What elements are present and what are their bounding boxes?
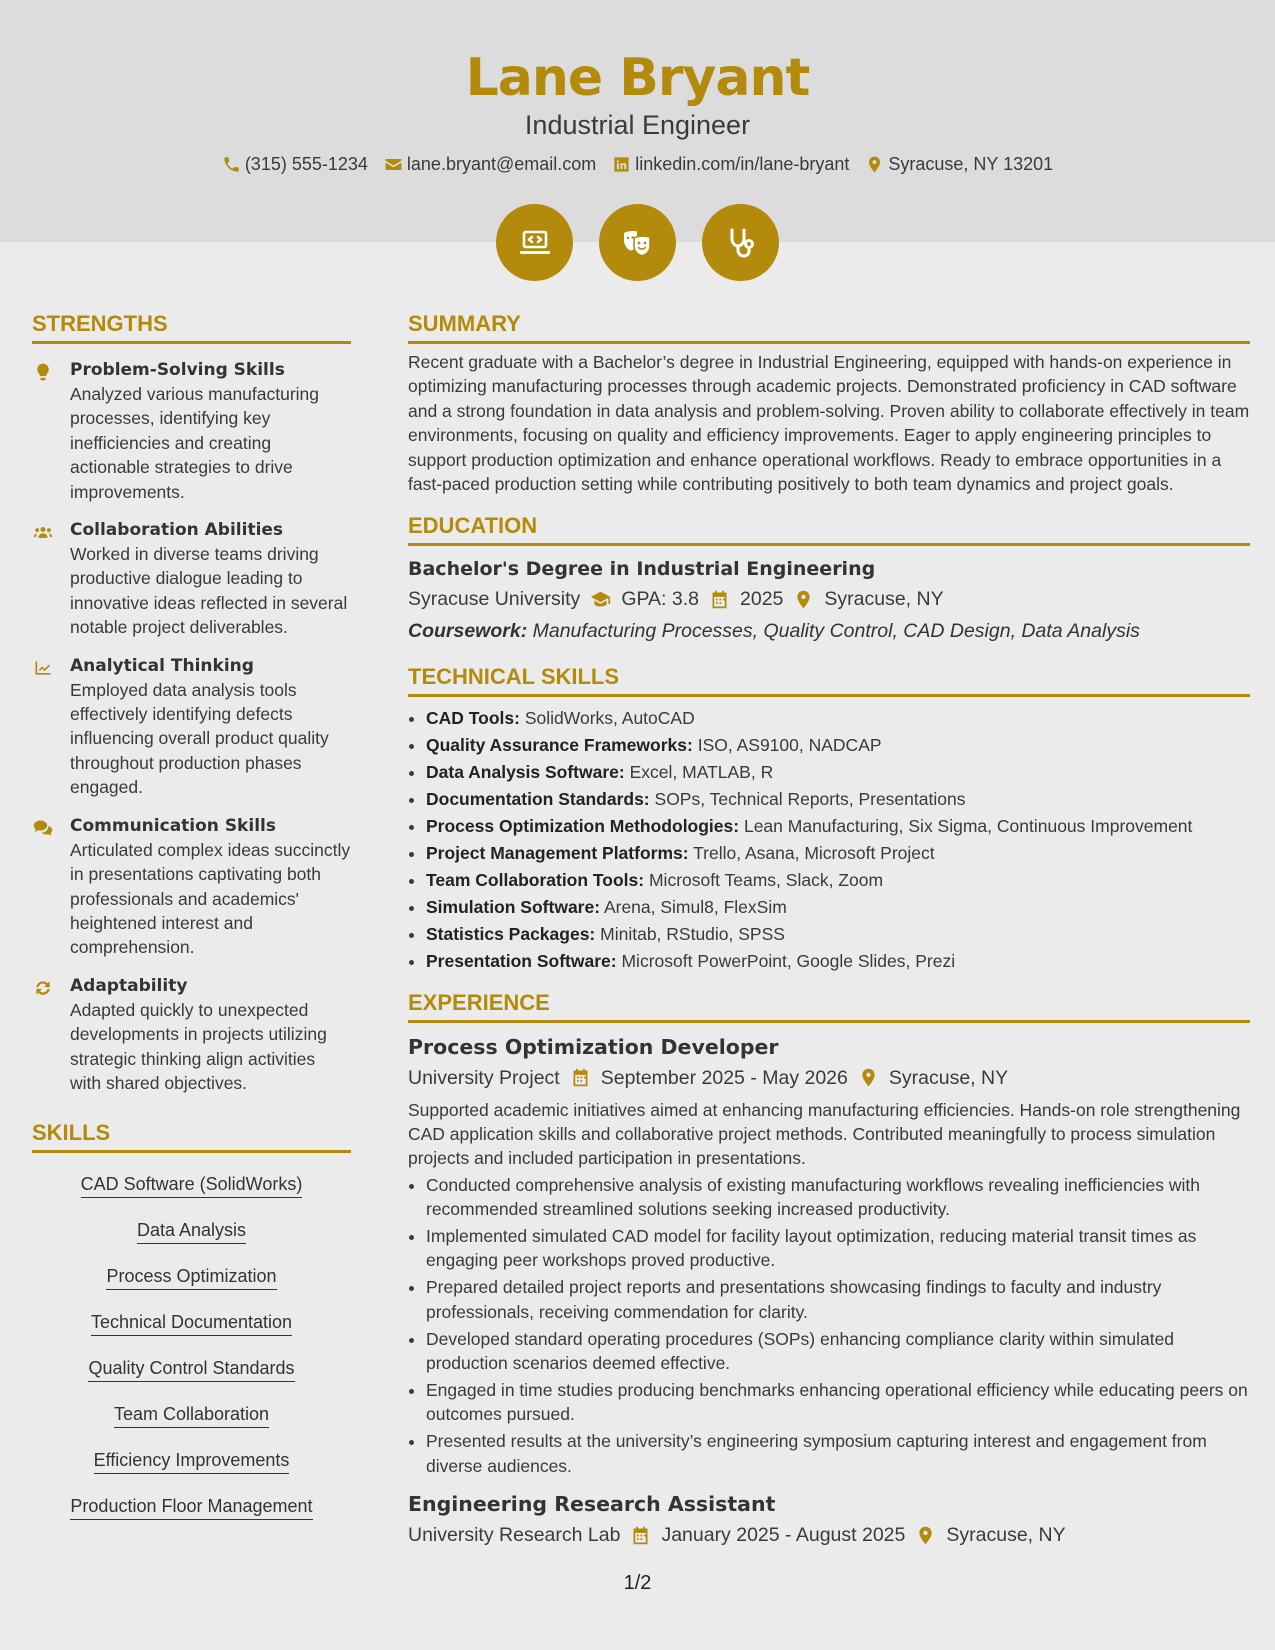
contact-location [865, 152, 1053, 176]
list-item [426, 759, 1250, 786]
strength-text: Employed data analysis tools effectively identifying defects influencing overall product quality throughout production phases engaged. [70, 679, 329, 798]
list-item [426, 867, 1250, 894]
skill-tag: Technical Documentation [91, 1310, 292, 1336]
strength-title: Collaboration Abilities [70, 520, 284, 541]
map-pin-icon [915, 1525, 936, 1546]
list-item [426, 840, 1250, 867]
strength-item [32, 814, 351, 960]
skill-label: Presentation Software: [426, 950, 617, 971]
skill-value: Microsoft PowerPoint, Google Slides, Prezi [621, 950, 956, 971]
calendar-icon [630, 1525, 651, 1546]
gpa: GPA: 3.8 [621, 588, 699, 611]
skill-value: Trello, Asana, Microsoft Project [693, 842, 935, 863]
skill-label: Team Collaboration Tools: [426, 869, 645, 890]
envelope-icon [384, 155, 403, 174]
contact-linkedin[interactable] [612, 152, 849, 176]
phone-text: (315) 555-1234 [244, 154, 368, 174]
strength-title: Analytical Thinking [70, 655, 254, 676]
chart-line-icon [32, 658, 54, 678]
job-title: Process Optimization Developer [408, 1034, 779, 1059]
skill-value: Excel, MATLAB, R [629, 762, 774, 783]
list-item [426, 786, 1250, 813]
strength-text: Analyzed various manufacturing processes, identifying key inefficiencies and creating actionable strategies to drive improvements. [70, 384, 320, 502]
sync-icon [32, 978, 54, 998]
skills-list [32, 1167, 351, 1535]
coursework-label: Coursework: [408, 620, 528, 643]
list-item: • Developed standard operating procedures (SOPs) enhancing compliance clarity within simulated production scenarios deemed effective. [426, 1327, 1250, 1376]
map-pin-icon [865, 155, 884, 174]
skill-label: CAD Tools: [426, 708, 520, 729]
location-text: Syracuse, NY 13201 [888, 154, 1054, 174]
contact-bar [0, 152, 1275, 176]
education-location: Syracuse, NY [824, 588, 944, 611]
coursework [408, 617, 1250, 645]
skill-label: Documentation Standards: [426, 789, 650, 810]
list-item: • Implemented simulated CAD model for facility layout optimization, reducing material transit times as engaging peer workshops proved productive. [426, 1224, 1250, 1273]
list-item [426, 732, 1250, 759]
list-item: • Engaged in time studies producing benchmarks enhancing operational efficiency while educating peers on outcomes pursued. [426, 1378, 1250, 1427]
email-text[interactable]: lane.bryant@email.com [406, 154, 597, 174]
right-column [408, 310, 1250, 1549]
education-meta [408, 585, 1250, 613]
job-dates: September 2025 - May 2026 [600, 1066, 848, 1089]
skill-tag: CAD Software (SolidWorks) [81, 1172, 303, 1198]
map-pin-icon [858, 1067, 879, 1088]
strength-text: Articulated complex ideas succinctly in presentations captivating both professionals and academics' heightened interest and comprehension. [70, 839, 351, 958]
job-location: Syracuse, NY [888, 1066, 1009, 1089]
left-column [32, 310, 351, 1535]
strength-text: Adapted quickly to unexpected developments in projects utilizing strategic thinking align activities with shared objectives. [70, 999, 327, 1093]
phone-icon [222, 155, 241, 174]
skill-tag: Data Analysis [137, 1218, 246, 1244]
list-item: • Presented results at the university’s engineering symposium capturing interest and engagement from diverse audiences. [426, 1429, 1250, 1478]
degree-title: Bachelor's Degree in Industrial Engineering [408, 558, 876, 581]
strength-title: Problem-Solving Skills [70, 360, 285, 380]
skill-value: Minitab, RStudio, SPSS [600, 923, 785, 944]
experience-heading: EXPERIENCE [408, 989, 1250, 1023]
list-item: • Conducted comprehensive analysis of existing manufacturing workflows revealing inefficiencies with recommended streamlined solutions seeking increased productivity. [426, 1173, 1250, 1222]
coursework-list: Manufacturing Processes, Quality Control, CAD Design, Data Analysis [532, 620, 1140, 643]
summary-heading: SUMMARY [408, 310, 1250, 344]
graduation-cap-icon [590, 589, 611, 610]
job-location: Syracuse, NY [946, 1524, 1066, 1547]
list-item [426, 921, 1250, 948]
skill-tag: Production Floor Management [70, 1494, 312, 1520]
job-meta [408, 1064, 1250, 1092]
skill-label: Project Management Platforms: [426, 842, 689, 863]
calendar-icon [570, 1067, 591, 1088]
skills-heading: SKILLS [32, 1119, 351, 1153]
technical-skills-list [408, 705, 1250, 974]
skill-tag: Efficiency Improvements [94, 1448, 290, 1474]
school-name: Syracuse University [408, 588, 581, 611]
laptop-code-icon [496, 204, 573, 281]
list-item [426, 948, 1250, 975]
contact-phone [222, 152, 368, 176]
skill-label: Statistics Packages: [426, 923, 596, 944]
linkedin-icon [612, 155, 631, 174]
page-number: 1/2 [623, 1572, 652, 1594]
interest-icons [0, 204, 1275, 281]
list-item [426, 813, 1250, 840]
skill-tag: Quality Control Standards [88, 1356, 294, 1382]
strength-item [32, 654, 351, 800]
candidate-name: Lane Bryant [465, 48, 810, 108]
lightbulb-icon [32, 362, 54, 382]
skill-tag: Team Collaboration [114, 1402, 269, 1428]
skill-tag: Process Optimization [106, 1264, 276, 1290]
skill-value: ISO, AS9100, NADCAP [697, 735, 882, 756]
strength-item [32, 518, 351, 640]
skill-label: Process Optimization Methodologies: [426, 816, 740, 837]
list-item [426, 705, 1250, 732]
strengths-heading: STRENGTHS [32, 310, 351, 344]
strength-item [32, 358, 351, 504]
skill-value: Arena, Simul8, FlexSim [603, 896, 787, 917]
skill-label: Data Analysis Software: [426, 762, 625, 783]
skill-value: SolidWorks, AutoCAD [524, 708, 695, 729]
technical-skills-heading: TECHNICAL SKILLS [408, 663, 1250, 697]
skill-value: SOPs, Technical Reports, Presentations [654, 789, 966, 810]
job-org: University Project [408, 1066, 560, 1089]
stethoscope-icon [702, 204, 779, 281]
graduation-year: 2025 [740, 588, 784, 611]
users-icon [32, 522, 54, 542]
theater-masks-icon [599, 204, 676, 281]
list-item: • Prepared detailed project reports and presentations showcasing findings to faculty and industry professionals, receiving commendation for clarity. [426, 1275, 1250, 1324]
list-item [426, 894, 1250, 921]
linkedin-text[interactable]: linkedin.com/in/lane-bryant [635, 154, 850, 174]
strength-text: Worked in diverse teams driving productive dialogue leading to innovative ideas reflected in several notable project deliverables. [70, 544, 348, 638]
job-org: University Research Lab [408, 1524, 621, 1547]
job-dates: January 2025 - August 2025 [661, 1524, 906, 1547]
job-meta [408, 1521, 1250, 1549]
comments-icon [32, 818, 54, 838]
contact-email[interactable] [384, 152, 596, 176]
skill-label: Quality Assurance Frameworks: [426, 735, 693, 756]
map-pin-icon [793, 589, 814, 610]
job-title: Engineering Research Assistant [408, 1492, 776, 1517]
skill-label: Simulation Software: [426, 896, 601, 917]
candidate-title: Industrial Engineer [524, 110, 751, 140]
job-bullets [408, 1173, 1250, 1478]
summary-text: Recent graduate with a Bachelor’s degree in Industrial Engineering, equipped with hands-on experience in optimizing manufacturing processes through academic projects. Demonstrated proficiency in CAD software and a strong foundation in data analysis and problem-solving. Proven ability to collaborate effectively in team environments, focusing on quality and efficiency improvements. Eager to apply engineering principles to support production optimization and enhance operational workflows. Ready to embrace opportunities in a fast-paced production setting while contributing positively to both team dynamics and project goals. [408, 352, 1250, 495]
strength-item [32, 974, 351, 1096]
strength-title: Communication Skills [70, 815, 276, 836]
skill-value: Lean Manufacturing, Six Sigma, Continuous Improvement [743, 816, 1193, 837]
skill-value: Microsoft Teams, Slack, Zoom [648, 869, 884, 890]
job-description: Supported academic initiatives aimed at enhancing manufacturing efficiencies. Hands-on role strengthening CAD application skills and collaborative project methods. Contributed meaningfully to process simulation projects and included participation in presentations. [408, 1099, 1241, 1169]
calendar-icon [709, 589, 730, 610]
education-heading: EDUCATION [408, 512, 1250, 546]
strength-title: Adaptability [70, 975, 188, 996]
